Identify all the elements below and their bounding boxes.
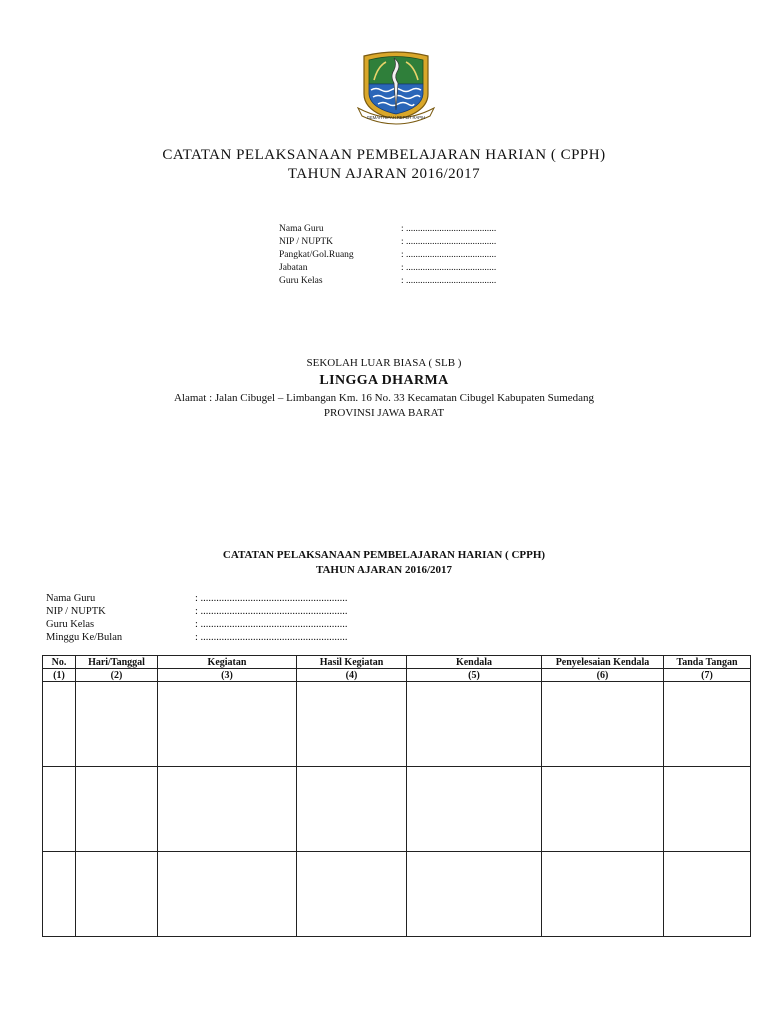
column-number: (3) <box>158 669 297 682</box>
table-cell[interactable] <box>158 767 297 852</box>
cover-info-row-pangkat <box>279 249 539 262</box>
province-emblem-logo <box>356 50 436 126</box>
header-penyelesaian-kendala: Penyelesaian Kendala <box>542 656 664 669</box>
section-info-label: Guru Kelas <box>46 619 95 630</box>
table-cell[interactable] <box>407 767 542 852</box>
cover-info-row-nama-guru <box>279 223 539 236</box>
table-cell[interactable] <box>76 767 158 852</box>
section-info-value: : ........................................................ <box>195 606 348 617</box>
header-kegiatan: Kegiatan <box>158 656 297 669</box>
cover-title-line1: CATATAN PELAKSANAAN PEMBELAJARAN HARIAN ( CPPH) <box>162 147 606 163</box>
column-number: (4) <box>297 669 407 682</box>
school-type: SEKOLAH LUAR BIASA ( SLB ) <box>306 357 462 369</box>
cover-info-value: : ...................................... <box>401 263 497 273</box>
cover-teacher-info <box>279 223 539 288</box>
table-cell[interactable] <box>542 852 664 937</box>
table-cell[interactable] <box>43 682 76 767</box>
section-info-row-nip <box>46 605 366 618</box>
header-hari-tanggal: Hari/Tanggal <box>76 656 158 669</box>
table-cell[interactable] <box>664 767 751 852</box>
cover-info-value: : ...................................... <box>401 250 497 260</box>
table-cell[interactable] <box>407 852 542 937</box>
section-teacher-info <box>46 592 366 644</box>
section-info-row-nama-guru <box>46 592 366 605</box>
section-info-value: : ........................................................ <box>195 619 348 630</box>
table-row <box>43 682 751 767</box>
header-hasil-kegiatan: Hasil Kegiatan <box>297 656 407 669</box>
table-header-row <box>43 656 751 669</box>
school-address: Alamat : Jalan Cibugel – Limbangan Km. 16 No. 33 Kecamatan Cibugel Kabupaten Sumedang <box>173 392 595 404</box>
cover-info-label: NIP / NUPTK <box>279 237 334 247</box>
table-cell[interactable] <box>297 682 407 767</box>
column-number: (1) <box>43 669 76 682</box>
cpph-log-table <box>42 655 751 937</box>
table-cell[interactable] <box>158 852 297 937</box>
column-number: (5) <box>407 669 542 682</box>
table-cell[interactable] <box>43 852 76 937</box>
table-cell[interactable] <box>297 852 407 937</box>
column-number: (2) <box>76 669 158 682</box>
section-info-label: Nama Guru <box>46 593 96 604</box>
section-title-line1: CATATAN PELAKSANAAN PEMBELAJARAN HARIAN ( CPPH) <box>222 549 546 561</box>
emblem-icon <box>356 50 436 126</box>
section-info-value: : ........................................................ <box>195 632 348 643</box>
cover-info-label: Guru Kelas <box>279 276 323 286</box>
header-tanda-tangan: Tanda Tangan <box>664 656 751 669</box>
table-cell[interactable] <box>407 682 542 767</box>
table-row <box>43 852 751 937</box>
school-name: LINGGA DHARMA <box>319 373 449 388</box>
cover-title-line2: TAHUN AJARAN 2016/2017 <box>287 166 481 182</box>
section-info-row-minggu <box>46 631 366 644</box>
cover-info-value: : ...................................... <box>401 224 497 234</box>
column-number: (6) <box>542 669 664 682</box>
cover-info-value: : ...................................... <box>401 237 497 247</box>
header-no: No. <box>43 656 76 669</box>
table-cell[interactable] <box>542 682 664 767</box>
cover-info-label: Pangkat/Gol.Ruang <box>279 250 354 260</box>
table-row <box>43 767 751 852</box>
section-info-row-guru-kelas <box>46 618 366 631</box>
table-cell[interactable] <box>664 682 751 767</box>
table-cell[interactable] <box>76 682 158 767</box>
cover-info-label: Nama Guru <box>279 224 324 234</box>
section-info-label: NIP / NUPTK <box>46 606 106 617</box>
table-cell[interactable] <box>43 767 76 852</box>
section-info-label: Minggu Ke/Bulan <box>46 632 123 643</box>
cover-info-row-nip <box>279 236 539 249</box>
column-number: (7) <box>664 669 751 682</box>
cover-info-value: : ...................................... <box>401 276 497 286</box>
header-kendala: Kendala <box>407 656 542 669</box>
table-number-row <box>43 669 751 682</box>
section-title-line2: TAHUN AJARAN 2016/2017 <box>315 564 453 576</box>
cover-info-row-guru-kelas <box>279 275 539 288</box>
cover-info-label: Jabatan <box>279 263 308 273</box>
section-info-value: : ........................................................ <box>195 593 348 604</box>
table-cell[interactable] <box>664 852 751 937</box>
emblem-motto-text: GEMAH RIPAH REPEH RAPIH <box>366 115 426 120</box>
table-cell[interactable] <box>297 767 407 852</box>
school-province: PROVINSI JAWA BARAT <box>323 407 445 419</box>
table-cell[interactable] <box>542 767 664 852</box>
table-cell[interactable] <box>158 682 297 767</box>
table-cell[interactable] <box>76 852 158 937</box>
cover-info-row-jabatan <box>279 262 539 275</box>
